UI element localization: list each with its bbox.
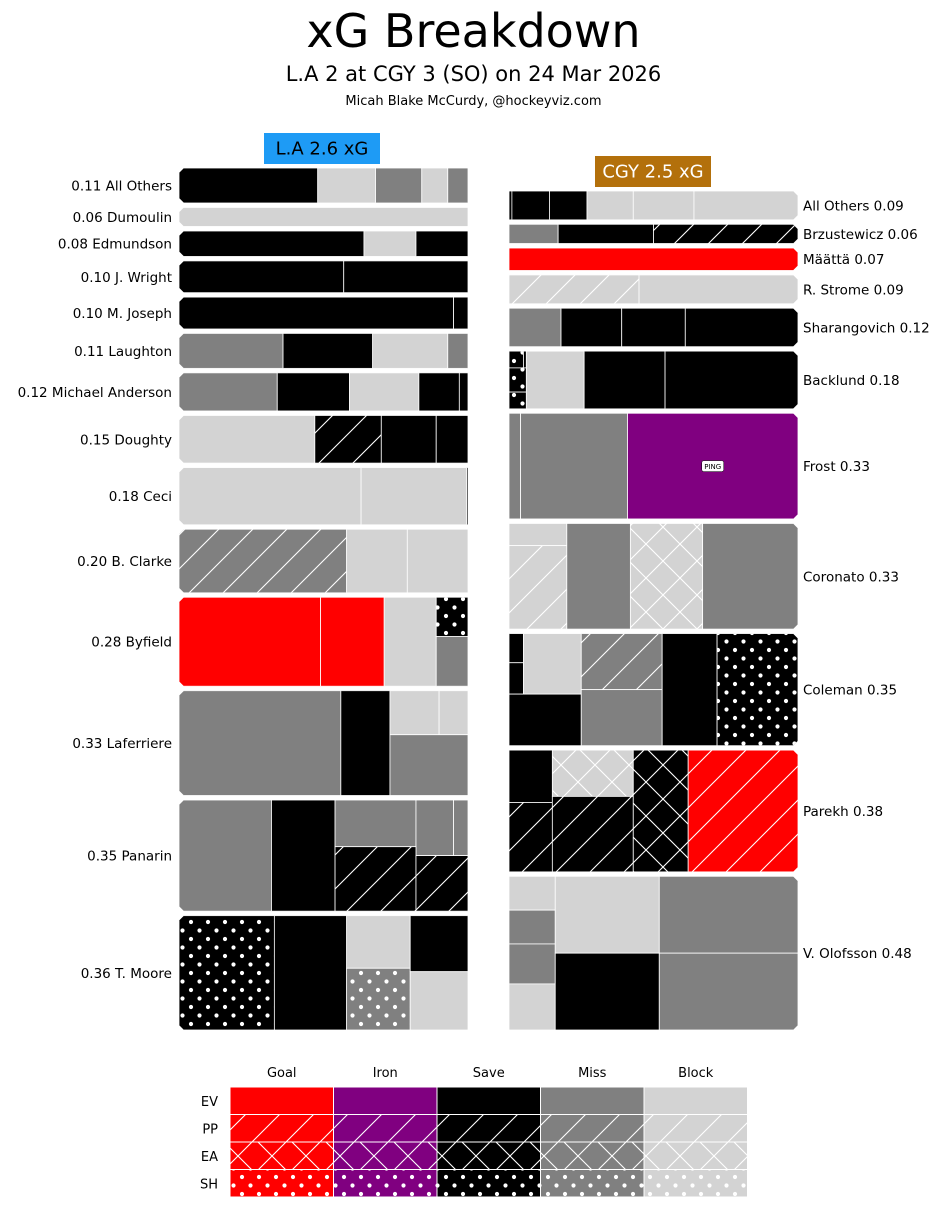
la-shot-tile	[390, 691, 439, 735]
la-shot-tile	[277, 373, 349, 411]
cgy-shot-tile	[622, 308, 686, 346]
legend-outcome-label: Save	[472, 1066, 505, 1081]
la-shot-tile	[376, 168, 422, 203]
cgy-row-2	[509, 248, 798, 270]
la-shot-tile	[467, 468, 468, 525]
cgy-shot-tile-hatch	[509, 802, 552, 871]
la-shot-tile	[335, 800, 416, 847]
cgy-player-label: R. Strome 0.09	[803, 282, 904, 299]
la-player-label: 0.11 Laughton	[74, 343, 172, 360]
cgy-player-label: Frost 0.33	[803, 459, 870, 476]
legend-swatch	[644, 1087, 748, 1115]
cgy-row-4	[509, 308, 798, 346]
cgy-shot-tile	[509, 910, 555, 944]
cgy-shot-tile	[584, 351, 665, 409]
la-shot-tile	[416, 800, 454, 856]
la-player-label: 0.08 Edmundson	[57, 236, 172, 253]
legend-swatch-hatch	[644, 1142, 748, 1170]
cgy-shot-tile-hatch	[509, 275, 639, 304]
la-shot-tile	[321, 597, 385, 686]
cgy-shot-tile	[509, 944, 555, 984]
cgy-shot-tile	[509, 308, 561, 346]
cgy-shot-tile	[587, 191, 633, 220]
cgy-shot-tile	[703, 523, 798, 629]
la-row-9	[179, 529, 468, 593]
la-shot-tile-hatch	[179, 529, 347, 593]
la-shot-tile	[459, 373, 468, 411]
legend-strength-label: SH	[199, 1177, 218, 1193]
cgy-shot-tile	[549, 191, 587, 220]
cgy-row-7	[509, 523, 798, 629]
cgy-shot-tile	[509, 191, 512, 220]
cgy-shot-tile-hatch	[509, 351, 523, 368]
chart-title: xG Breakdown	[306, 4, 641, 58]
legend-swatch-hatch	[437, 1142, 541, 1170]
cgy-shot-tile	[633, 191, 694, 220]
legend-outcome-label: Iron	[372, 1066, 398, 1081]
cgy-shot-tile	[555, 876, 659, 953]
cgy-shot-tile	[509, 248, 798, 270]
cgy-row-1	[509, 224, 798, 243]
la-player-label: 0.12 Michael Anderson	[17, 384, 172, 401]
la-shot-tile-hatch	[335, 847, 416, 911]
cgy-row-6	[509, 413, 798, 519]
cgy-shot-tile	[509, 634, 523, 663]
la-shot-tile	[179, 207, 468, 226]
la-player-label: 0.36 T. Moore	[80, 965, 172, 982]
legend	[200, 1066, 748, 1197]
cgy-shot-tile-hatch	[509, 546, 567, 629]
la-player-label: 0.28 Byfield	[91, 634, 172, 651]
la-shot-tile	[344, 261, 468, 293]
legend-swatch-hatch	[437, 1115, 541, 1143]
la-shot-tile	[179, 373, 277, 411]
la-panel	[18, 133, 468, 1030]
la-shot-tile-hatch	[436, 597, 468, 636]
cgy-shot-tile	[558, 224, 653, 243]
la-row-1	[179, 207, 468, 226]
legend-outcome-label: Miss	[578, 1066, 607, 1081]
legend-strength-label: PP	[202, 1122, 218, 1138]
cgy-shot-tile	[567, 523, 631, 629]
legend-swatch	[437, 1087, 541, 1115]
legend-swatch-hatch	[644, 1115, 748, 1143]
cgy-shot-tile	[561, 308, 622, 346]
cgy-player-label: Backlund 0.18	[803, 372, 900, 389]
la-shot-tile	[381, 415, 436, 463]
la-shot-tile-hatch	[315, 415, 381, 463]
la-shot-tile	[179, 800, 271, 911]
la-player-label: 0.18 Ceci	[108, 489, 172, 506]
cgy-player-label: Sharangovich 0.12	[803, 320, 930, 337]
legend-swatch	[334, 1087, 438, 1115]
la-shot-tile	[350, 373, 419, 411]
cgy-shot-tile	[509, 224, 558, 243]
la-shot-tile	[454, 800, 468, 856]
cgy-shot-tile	[509, 413, 521, 519]
la-player-label: 0.20 B. Clarke	[77, 554, 172, 571]
ping-label: PING	[704, 463, 722, 472]
cgy-shot-tile-hatch	[654, 224, 799, 243]
cgy-shot-tile	[685, 308, 798, 346]
cgy-shot-tile	[521, 413, 628, 519]
la-shot-tile	[448, 333, 468, 368]
legend-swatch	[230, 1087, 334, 1115]
la-shot-tile	[436, 415, 468, 463]
la-shot-tile	[179, 297, 454, 329]
la-shot-tile	[454, 297, 468, 329]
cgy-shot-tile-hatch	[509, 368, 526, 392]
la-player-label: 0.35 Panarin	[87, 848, 172, 865]
la-shot-tile	[364, 231, 416, 256]
cgy-shot-tile	[639, 275, 798, 304]
cgy-player-label: Coleman 0.35	[803, 682, 898, 699]
la-shot-tile	[390, 735, 468, 796]
cgy-shot-tile	[659, 876, 798, 953]
cgy-player-label: V. Olofsson 0.48	[803, 946, 912, 963]
la-row-10	[179, 597, 468, 686]
cgy-row-3	[509, 275, 798, 304]
la-shot-tile	[179, 333, 283, 368]
la-badge-label: L.A 2.6 xG	[275, 138, 369, 160]
cgy-panel	[509, 156, 930, 1030]
legend-swatch-hatch	[334, 1115, 438, 1143]
legend-strength-label: EV	[200, 1094, 218, 1110]
la-shot-tile	[410, 916, 468, 972]
la-shot-tile-hatch	[347, 968, 411, 1030]
la-row-4	[179, 297, 468, 329]
cgy-shot-tile	[509, 750, 552, 802]
la-shot-tile	[179, 261, 344, 293]
chart-credit: Micah Blake McCurdy, @hockeyviz.com	[345, 94, 602, 109]
la-player-label: 0.10 M. Joseph	[72, 306, 172, 323]
la-shot-tile	[416, 231, 468, 256]
la-shot-tile	[179, 597, 321, 686]
la-row-3	[179, 261, 468, 293]
legend-swatch-hatch	[334, 1170, 438, 1198]
legend-outcome-label: Block	[678, 1066, 714, 1081]
la-shot-tile	[436, 636, 468, 686]
la-shot-tile	[179, 168, 318, 203]
la-shot-tile	[439, 691, 468, 735]
cgy-player-label: Määttä 0.07	[803, 252, 885, 269]
cgy-shot-tile-hatch	[633, 750, 688, 872]
cgy-shot-tile	[526, 351, 584, 409]
legend-strength-label: EA	[200, 1149, 218, 1165]
legend-swatch-hatch	[541, 1115, 645, 1143]
la-row-2	[179, 231, 468, 256]
la-row-12	[179, 800, 468, 911]
cgy-badge-label: CGY 2.5 xG	[602, 161, 704, 183]
la-shot-tile	[318, 168, 376, 203]
cgy-shot-tile-hatch	[509, 392, 526, 409]
la-shot-tile	[179, 415, 315, 463]
la-row-0	[179, 168, 468, 203]
chart-subtitle: L.A 2 at CGY 3 (SO) on 24 Mar 2026	[285, 62, 662, 86]
legend-swatch-hatch	[541, 1170, 645, 1198]
la-shot-tile-hatch	[416, 856, 468, 912]
la-shot-tile	[384, 597, 436, 686]
cgy-shot-tile-hatch	[581, 634, 662, 690]
la-shot-tile	[271, 800, 335, 911]
legend-swatch-hatch	[230, 1115, 334, 1143]
la-shot-tile	[274, 916, 346, 1030]
cgy-shot-tile	[509, 694, 581, 746]
la-row-7	[179, 415, 468, 463]
cgy-shot-tile-hatch	[630, 523, 702, 629]
la-player-label: 0.06 Dumoulin	[72, 209, 172, 226]
la-shot-tile	[179, 691, 341, 796]
cgy-shot-tile-hatch	[688, 750, 798, 872]
cgy-shot-tile-hatch	[552, 796, 633, 871]
cgy-shot-tile	[581, 690, 662, 746]
la-shot-tile	[179, 231, 364, 256]
cgy-shot-tile	[509, 523, 567, 545]
la-shot-tile-hatch	[179, 916, 274, 1030]
legend-swatch-hatch	[437, 1170, 541, 1198]
legend-outcome-label: Goal	[266, 1066, 297, 1081]
la-shot-tile	[347, 916, 411, 969]
cgy-row-10	[509, 876, 798, 1030]
la-row-13	[179, 916, 468, 1030]
cgy-row-8	[509, 634, 798, 746]
la-shot-tile	[283, 333, 373, 368]
cgy-shot-tile-hatch	[717, 634, 798, 746]
cgy-row-5	[509, 351, 798, 409]
cgy-row-0	[509, 191, 798, 220]
cgy-shot-tile-hatch	[552, 750, 633, 796]
la-row-8	[179, 468, 468, 525]
la-player-label: 0.15 Doughty	[80, 432, 172, 449]
cgy-row-9	[509, 750, 798, 872]
la-shot-tile	[179, 468, 361, 525]
la-player-label: 0.33 Laferriere	[72, 736, 172, 753]
legend-swatch	[541, 1087, 645, 1115]
la-row-6	[179, 373, 468, 411]
cgy-shot-tile	[662, 634, 717, 746]
cgy-shot-tile	[523, 351, 526, 368]
cgy-player-label: Coronato 0.33	[803, 569, 899, 586]
la-row-5	[179, 333, 468, 368]
la-shot-tile	[448, 168, 468, 203]
la-shot-tile	[407, 529, 468, 593]
la-player-label: 0.10 J. Wright	[80, 269, 172, 286]
cgy-player-label: All Others 0.09	[803, 198, 904, 215]
cgy-shot-tile	[665, 351, 798, 409]
la-shot-tile	[419, 373, 459, 411]
la-shot-tile	[410, 972, 468, 1030]
cgy-shot-tile	[509, 663, 523, 694]
la-shot-tile	[347, 529, 408, 593]
cgy-shot-tile	[509, 876, 555, 910]
cgy-shot-tile	[555, 953, 659, 1030]
cgy-player-label: Brzustewicz 0.06	[803, 226, 918, 243]
la-shot-tile	[422, 168, 448, 203]
legend-swatch-hatch	[230, 1142, 334, 1170]
cgy-player-label: Parekh 0.38	[803, 803, 884, 820]
cgy-shot-tile	[659, 953, 798, 1030]
la-shot-tile	[361, 468, 466, 525]
cgy-shot-tile	[523, 634, 581, 695]
legend-swatch-hatch	[541, 1142, 645, 1170]
cgy-shot-tile	[509, 984, 555, 1030]
la-shot-tile	[373, 333, 448, 368]
la-shot-tile	[341, 691, 390, 796]
cgy-shot-tile	[512, 191, 550, 220]
cgy-shot-tile	[694, 191, 798, 220]
legend-swatch-hatch	[334, 1142, 438, 1170]
legend-swatch-hatch	[230, 1170, 334, 1198]
la-player-label: 0.11 All Others	[71, 178, 172, 195]
legend-swatch-hatch	[644, 1170, 748, 1198]
la-row-11	[179, 691, 468, 796]
